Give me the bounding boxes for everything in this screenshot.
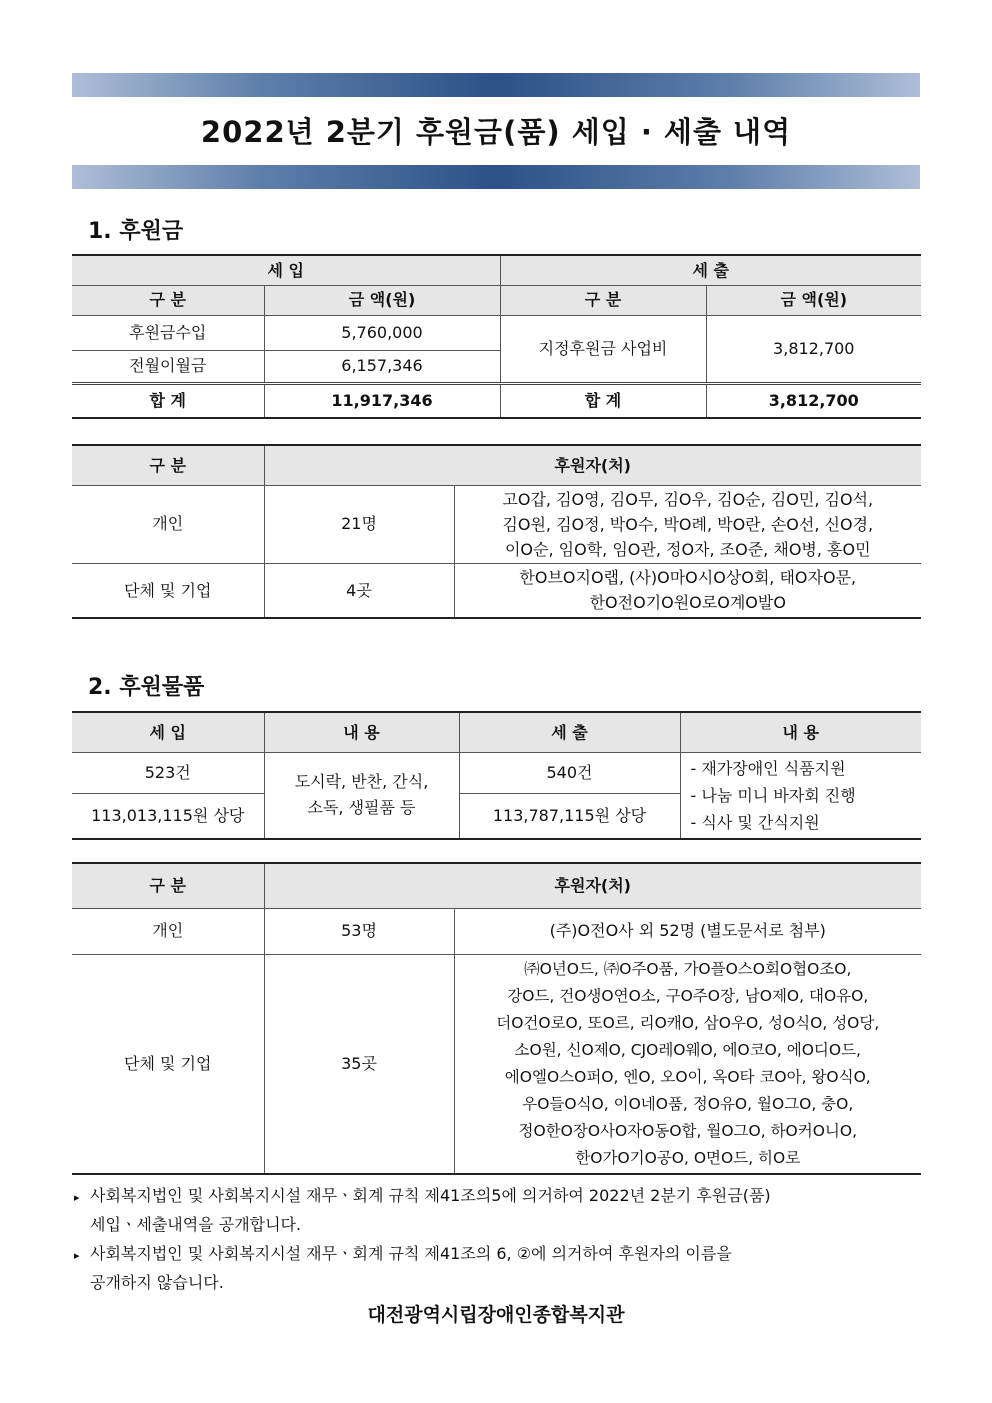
- donor-names-cell: [454, 563, 921, 618]
- notes: [74, 1181, 920, 1297]
- goods-donor-names-line: 우O들O식O, 이O네O품, 정O유O, 월O그O, 충O,: [522, 1094, 854, 1113]
- goods-content-header: 내 용: [264, 712, 459, 752]
- goods-donor-names-header: 후원자(처): [264, 863, 921, 908]
- donor-names-line: 김O원, 김O정, 박O수, 박O례, 박O란, 손O선, 신O경,: [502, 514, 874, 534]
- goods-usage-line: - 나눔 미니 바자회 진행: [690, 785, 856, 805]
- note-line: 공개하지 않습니다.: [90, 1273, 224, 1292]
- goods-donor-names-line: 정O한O장O사O자O동O합, 월O그O, 하O커O니O,: [518, 1121, 858, 1140]
- donor-names-header: 후원자(처): [264, 445, 921, 485]
- goods-usage-line: - 재가장애인 식품지원: [690, 758, 846, 778]
- donor-names-cell: [454, 485, 921, 563]
- income-amount-header: 금 액(원): [264, 285, 500, 315]
- goods-expense-value: 113,787,115원 상당: [459, 793, 680, 839]
- organization-name: 대전광역시립장애인종합복지관: [367, 1304, 625, 1326]
- goods-donor-names-cell: (주)O전O사 외 52명 (별도문서로 첨부): [549, 921, 826, 941]
- goods-income-header: 세 입: [72, 712, 264, 752]
- expense-total-value: 3,812,700: [768, 391, 859, 411]
- donor-count-cell: 4곳: [264, 563, 454, 618]
- expense-category-header: 구 분: [500, 285, 706, 315]
- page-title: 2022년 2분기 후원금(품) 세입 · 세출 내역: [200, 115, 792, 149]
- section1-heading: 1. 후원금: [88, 219, 184, 244]
- goods-income-count: 523건: [72, 752, 264, 793]
- triangle-bullet-icon: ▸: [74, 1191, 80, 1204]
- goods-usage-cell: [680, 752, 921, 839]
- donor-goods-table: [72, 862, 921, 1175]
- income-category-cell: 전월이월금: [72, 350, 264, 383]
- donor-category-cell: 단체 및 기업: [72, 563, 264, 618]
- donor-category-header: 구 분: [72, 445, 264, 485]
- note-line: 세입ㆍ세출내역을 공개합니다.: [90, 1215, 302, 1234]
- donation-money-table: [72, 254, 921, 419]
- expense-amount-cell: 3,812,700: [773, 338, 855, 358]
- goods-income-value: 113,013,115원 상당: [72, 793, 264, 839]
- triangle-bullet-icon: ▸: [74, 1249, 80, 1262]
- income-category-cell: 후원금수입: [72, 315, 264, 350]
- goods-donor-names-cell: [454, 954, 921, 1174]
- goods-donor-names-line: 더O건O로O, 또O르, 리O캐O, 삼O우O, 성O식O, 성O당,: [496, 1013, 880, 1032]
- income-header: 세 입: [72, 255, 500, 285]
- header-bar-top: [72, 73, 920, 97]
- donation-goods-table: [72, 711, 921, 840]
- expense-category-cell: 지정후원금 사업비: [500, 315, 706, 383]
- donor-names-line: 한O브O지O랩, (사)O마O시O상O회, 태O자O문,: [519, 568, 857, 588]
- goods-usage-line: - 식사 및 간식지원: [690, 812, 820, 832]
- goods-donor-names-line: 에O엘O스O퍼O, 엔O, 오O이, 옥O타 코O아, 왕O식O,: [504, 1067, 871, 1086]
- expense-header: 세 출: [500, 255, 921, 285]
- note-item: [74, 1239, 920, 1297]
- goods-donor-count-cell: 53명: [264, 908, 454, 954]
- income-amount-cell: 5,760,000: [264, 315, 500, 350]
- expense-total-label: 합 계: [500, 383, 706, 418]
- donor-category-cell: 개인: [72, 485, 264, 563]
- income-total-value: 11,917,346: [264, 383, 500, 418]
- note-line: 사회복지법인 및 사회복지시설 재무ㆍ회계 규칙 제41조의 6, ②에 의거하여 후원자의 이름을: [90, 1244, 732, 1263]
- header-bar-bottom: [72, 165, 920, 189]
- goods-donor-category-header: 구 분: [72, 863, 264, 908]
- note-line: 사회복지법인 및 사회복지시설 재무ㆍ회계 규칙 제41조의5에 의거하여 2022년 2분기 후원금(품): [90, 1186, 771, 1205]
- goods-donor-category-cell: 단체 및 기업: [72, 954, 264, 1174]
- donor-names-line: 한O전O기O원O로O계O발O: [589, 593, 786, 613]
- goods-donor-names-line: 한O가O기O공O, O면O드, 히O로: [575, 1148, 801, 1167]
- note-item: [74, 1181, 920, 1239]
- expense-amount-header: 금 액(원): [706, 285, 921, 315]
- income-amount-cell: 6,157,346: [264, 350, 500, 383]
- goods-donor-category-cell: 개인: [72, 908, 264, 954]
- income-total-label: 합 계: [72, 383, 264, 418]
- donor-names-line: 이O순, 임O학, 임O관, 정O자, 조O준, 채O병, 홍O민: [504, 539, 871, 559]
- goods-content-line: 소독, 생필품 등: [307, 798, 416, 818]
- goods-usage-header: 내 용: [680, 712, 921, 752]
- income-category-header: 구 분: [72, 285, 264, 315]
- goods-content-cell: [264, 752, 459, 839]
- donor-names-line: 고O갑, 김O영, 김O무, 김O우, 김O순, 김O민, 김O석,: [502, 489, 874, 509]
- goods-expense-count: 540건: [459, 752, 680, 793]
- goods-expense-header: 세 출: [459, 712, 680, 752]
- goods-donor-names-line: 소O원, 신O제O, CJO레O웨O, 에O코O, 에O디O드,: [514, 1040, 861, 1059]
- goods-donor-count-cell: 35곳: [264, 954, 454, 1174]
- goods-content-line: 도시락, 반찬, 간식,: [294, 772, 429, 792]
- donor-count-cell: 21명: [264, 485, 454, 563]
- goods-donor-names-line: ㈜O년O드, ㈜O주O품, 가O플O스O회O협O조O,: [524, 959, 852, 978]
- goods-donor-names-line: 강O드, 건O생O연O소, 구O주O장, 남O제O, 대O유O,: [507, 986, 869, 1005]
- donor-money-table: [72, 444, 921, 619]
- section2-heading: 2. 후원물품: [88, 675, 205, 700]
